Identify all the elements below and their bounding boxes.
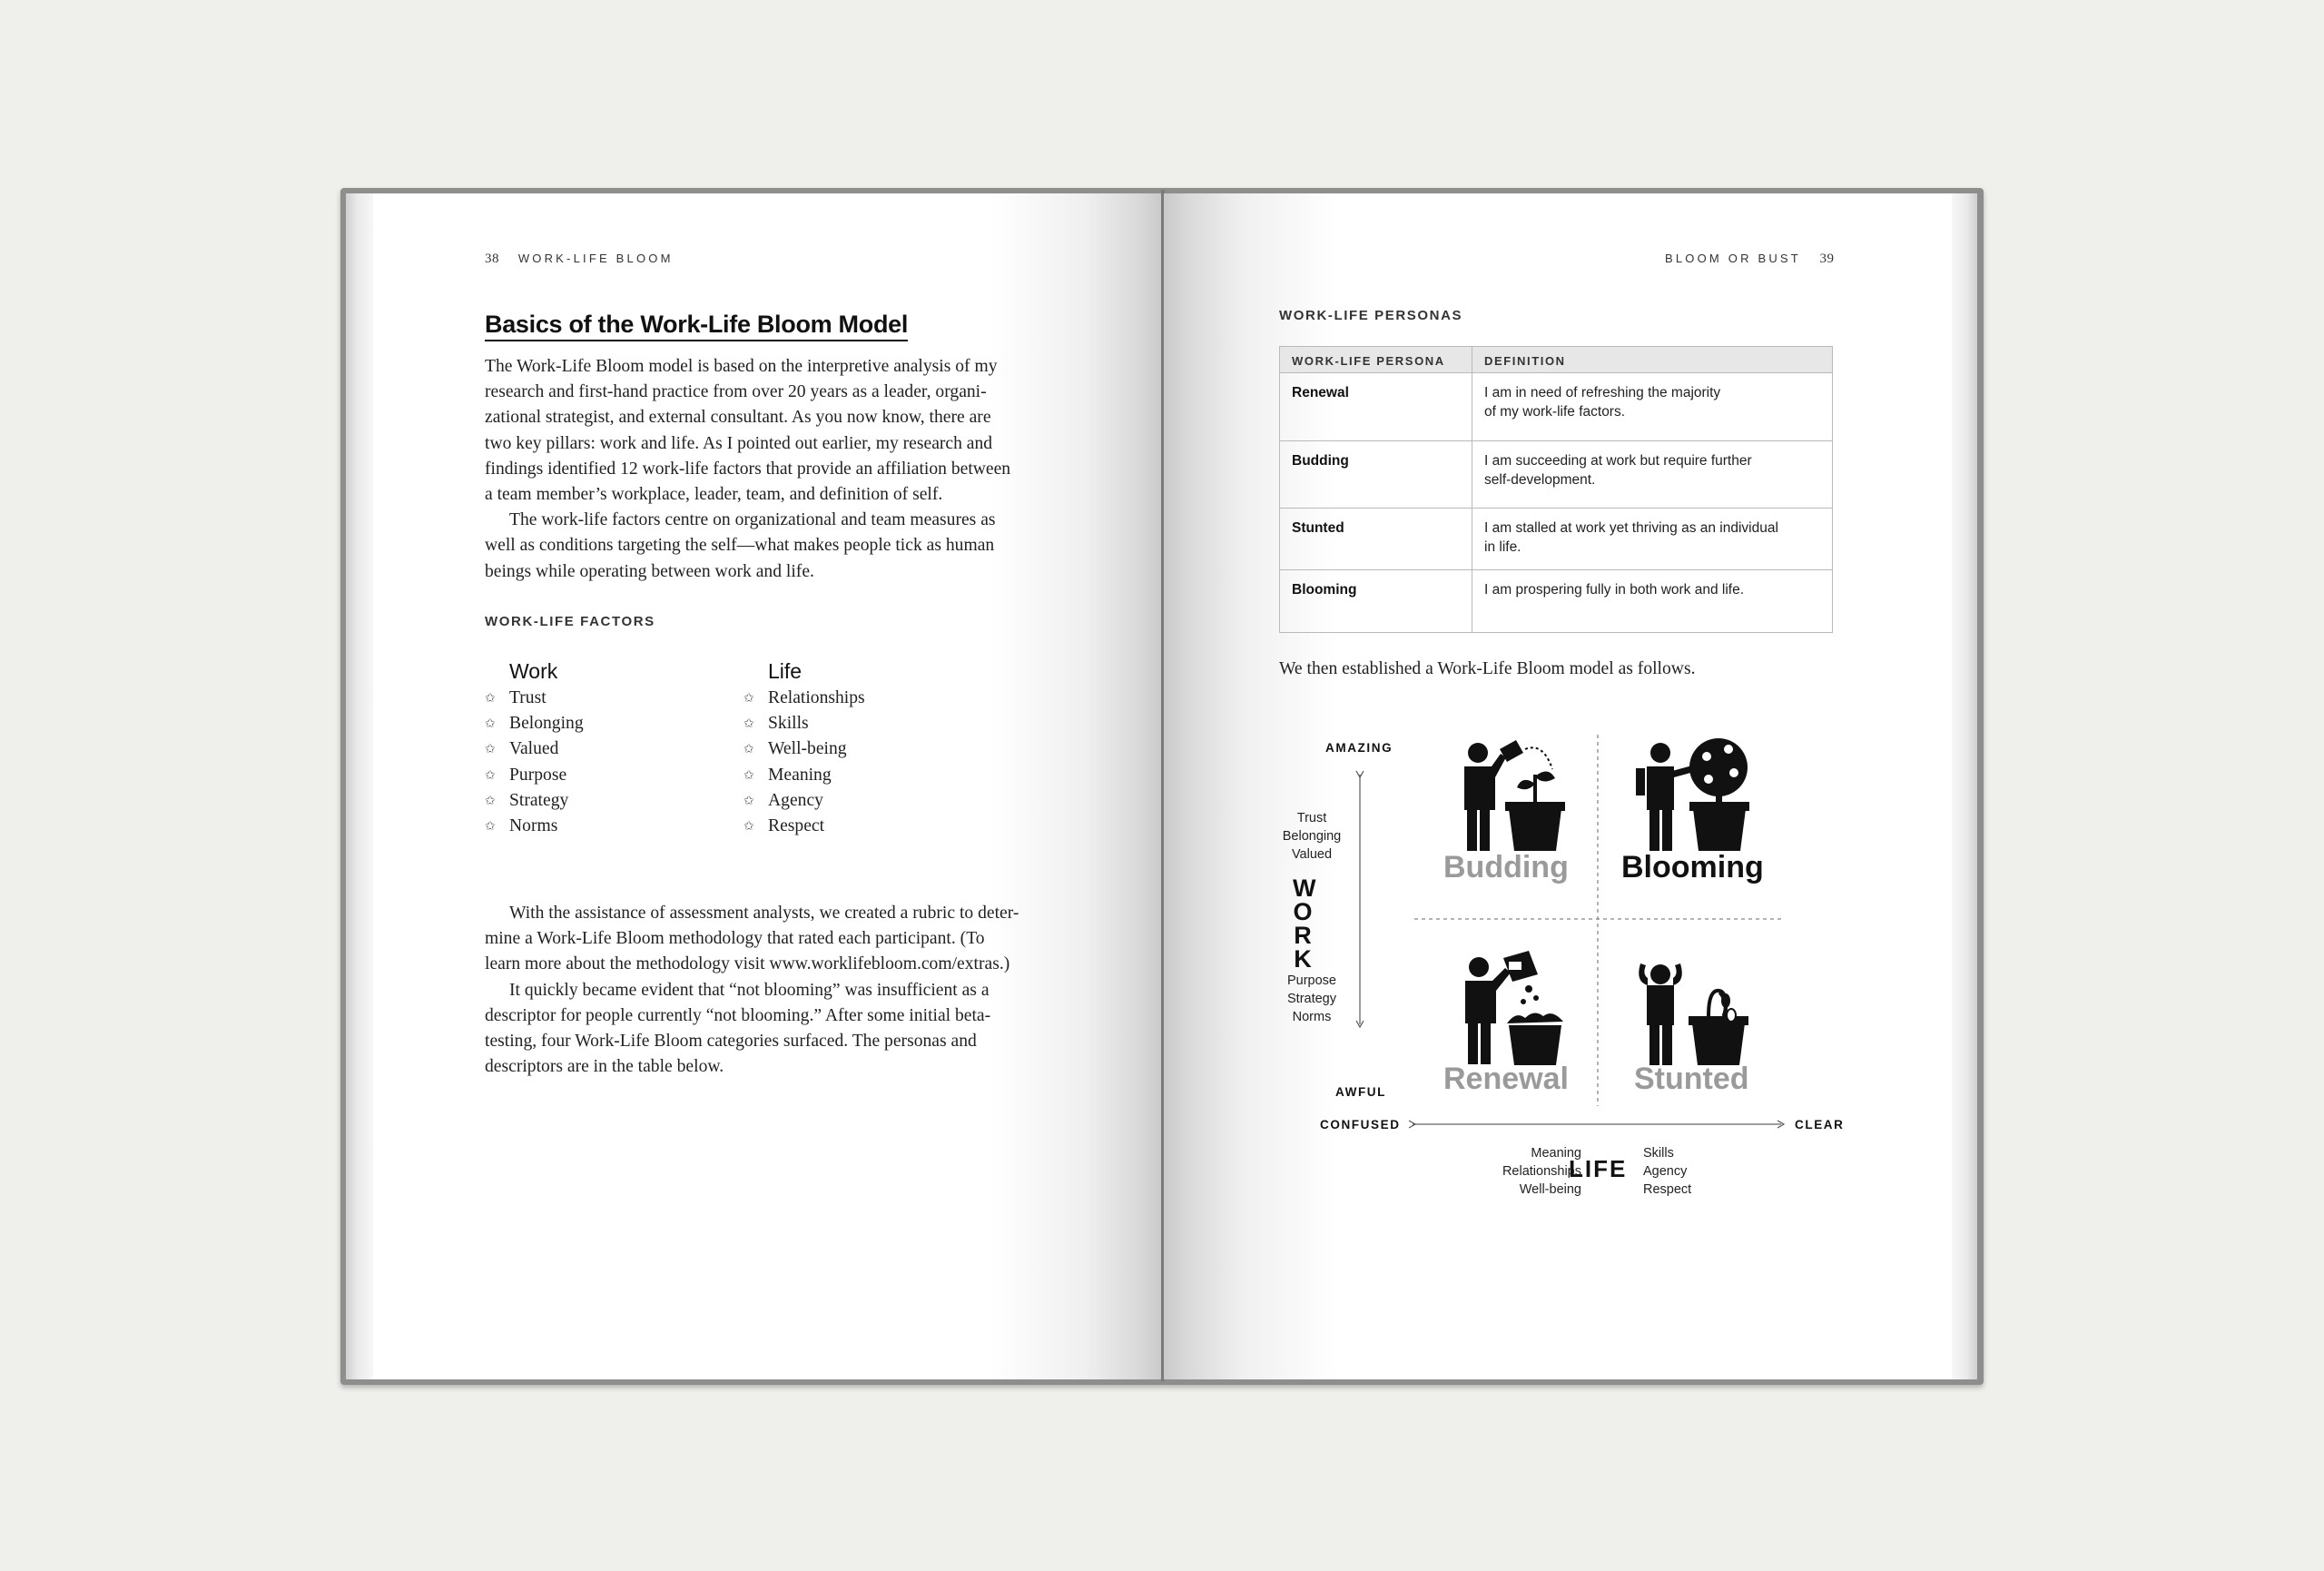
right-page: [1164, 193, 1952, 1379]
list-item: [485, 814, 584, 839]
work-top-factors: [1262, 809, 1362, 864]
paragraph-4: [485, 978, 1046, 1081]
list-item: [485, 736, 584, 762]
star-icon: ✩: [485, 819, 496, 835]
quadrant-label-budding: Budding: [1443, 850, 1569, 884]
list-item: [485, 686, 584, 711]
factor-label: Agency: [768, 790, 823, 810]
watering-plant-icon: [1464, 740, 1565, 851]
factor-label: Norms: [509, 816, 558, 836]
star-icon: ✩: [485, 767, 496, 783]
factor-label: Purpose: [509, 765, 567, 785]
life-column-title: Life: [768, 659, 803, 683]
persona-name: Stunted: [1280, 509, 1472, 570]
quadrant-label-stunted: Stunted: [1634, 1062, 1749, 1096]
persona-name: Renewal: [1280, 373, 1472, 441]
left-page: [373, 193, 1163, 1379]
text-line: a team member’s workplace, leader, team, and definition of self.: [485, 485, 943, 505]
page-edges-right: [1952, 193, 1977, 1379]
life-right-factors: [1643, 1144, 1752, 1199]
factor-label: Meaning: [1531, 1146, 1581, 1161]
factor-label: Relationships: [1502, 1164, 1581, 1179]
definition-line: of my work-life factors.: [1484, 404, 1626, 420]
factor-label: Respect: [1643, 1182, 1692, 1197]
factor-label: Well-being: [1519, 1182, 1581, 1197]
frustrated-person-icon: [1639, 963, 1748, 1065]
list-item: [485, 763, 584, 788]
factor-label: Belonging: [1282, 829, 1342, 844]
life-factors-list: [743, 659, 865, 839]
definition-line: I am prospering fully in both work and life.: [1484, 582, 1745, 598]
intro-paragraphs: [485, 354, 1046, 585]
list-item: [743, 814, 865, 839]
factor-label: Meaning: [768, 765, 832, 785]
life-axis-label: LIFE: [1569, 1155, 1628, 1182]
personas-heading: WORK-LIFE PERSONAS: [1279, 308, 1463, 323]
star-icon: ✩: [485, 691, 496, 706]
work-axis-text: WORK: [1293, 874, 1316, 973]
diagram-lines: [1164, 193, 1952, 1379]
definition-line: I am succeeding at work but require further: [1484, 453, 1752, 469]
left-running-head-title: WORK-LIFE BLOOM: [517, 252, 674, 265]
soil-pouring-icon: [1465, 951, 1563, 1065]
y-axis-bottom-label: AWFUL: [1335, 1085, 1386, 1099]
bloom-model-diagram: [1164, 193, 1952, 1379]
list-item: [743, 711, 865, 736]
quadrant-label-renewal: Renewal: [1443, 1062, 1569, 1096]
paragraph-2: [485, 508, 1046, 585]
work-factors-list: [485, 659, 584, 839]
work-axis-label: [1289, 876, 1316, 971]
model-intro: We then established a Work-Life Bloom model as follows.: [1279, 659, 1696, 678]
factor-label: Trust: [509, 688, 547, 707]
x-axis-left-label: CONFUSED: [1320, 1118, 1401, 1131]
table-header-persona: WORK-LIFE PERSONA: [1280, 347, 1472, 373]
star-icon: ✩: [485, 716, 496, 732]
list-item: [743, 763, 865, 788]
life-left-factors: [1463, 1144, 1581, 1199]
factor-label: Agency: [1643, 1164, 1688, 1179]
factor-label: Belonging: [509, 714, 584, 734]
list-item: [743, 686, 865, 711]
text-line: learn more about the methodology visit www.worklifebloom.com/extras.): [485, 954, 1010, 974]
factor-label: Skills: [768, 714, 809, 734]
paragraph-3: [485, 901, 1046, 978]
factor-label: Purpose: [1286, 973, 1336, 988]
persona-name: Budding: [1280, 441, 1472, 509]
star-icon: ✩: [743, 767, 754, 783]
factor-label: Strategy: [509, 790, 569, 810]
table-header-definition: DEFINITION: [1472, 347, 1833, 373]
text-line: findings identified 12 work-life factors that provide an affiliation between: [485, 459, 1011, 479]
tree-growth-icon: [1636, 738, 1749, 851]
section-title: Basics of the Work-Life Bloom Model: [485, 311, 908, 341]
star-icon: ✩: [485, 742, 496, 757]
text-line: descriptors are in the table below.: [485, 1057, 724, 1077]
paragraph-1: [485, 354, 1046, 508]
text-line: testing, four Work-Life Bloom categories surfaced. The personas and: [485, 1032, 977, 1052]
factor-label: Valued: [509, 739, 559, 759]
star-icon: ✩: [743, 793, 754, 808]
list-item: [743, 788, 865, 814]
text-line: descriptor for people currently “not blooming.” After some initial beta-: [485, 1005, 991, 1025]
list-item: [743, 736, 865, 762]
factor-label: Respect: [768, 816, 825, 836]
definition-line: in life.: [1484, 539, 1521, 555]
text-line: zational strategist, and external consultant. As you now know, there are: [485, 408, 991, 428]
factors-heading: WORK-LIFE FACTORS: [485, 614, 655, 629]
work-bottom-factors: [1262, 972, 1362, 1026]
factor-label: Relationships: [768, 688, 865, 707]
quadrant-label-blooming: Blooming: [1621, 850, 1764, 884]
factor-label: Strategy: [1287, 992, 1336, 1006]
star-icon: ✩: [743, 819, 754, 835]
factor-label: Valued: [1291, 847, 1333, 862]
factor-label: Skills: [1643, 1146, 1674, 1161]
factor-label: Well-being: [768, 739, 847, 759]
x-axis-right-label: CLEAR: [1795, 1118, 1845, 1131]
text-line: mine a Work-Life Bloom methodology that rated each participant. (To: [485, 929, 985, 949]
definition-line: self-development.: [1484, 472, 1596, 488]
star-icon: ✩: [743, 742, 754, 757]
list-item: [485, 711, 584, 736]
text-line: It quickly became evident that “not blooming” was insufficient as a: [509, 980, 990, 1000]
left-page-number: 38: [485, 252, 499, 266]
text-line: The work-life factors centre on organizational and team measures as: [509, 510, 996, 530]
star-icon: ✩: [743, 691, 754, 706]
text-line: beings while operating between work and life.: [485, 561, 814, 581]
right-running-head-title: BLOOM OR BUST: [1665, 252, 1801, 265]
y-axis-top-label: AMAZING: [1325, 741, 1393, 755]
text-line: research and first-hand practice from over 20 years as a leader, organi-: [485, 382, 987, 402]
text-line: With the assistance of assessment analysts, we created a rubric to deter-: [509, 904, 1019, 923]
right-page-number: 39: [1819, 252, 1835, 266]
star-icon: ✩: [485, 793, 496, 808]
closing-paragraphs: [485, 901, 1046, 1080]
text-line: The Work-Life Bloom model is based on the interpretive analysis of my: [485, 357, 998, 376]
factor-label: Norms: [1292, 1010, 1332, 1024]
page-edges-left: [346, 193, 373, 1379]
list-item: [485, 788, 584, 814]
factor-label: Trust: [1296, 811, 1327, 825]
left-running-head: [485, 252, 674, 267]
definition-line: I am in need of refreshing the majority: [1484, 385, 1721, 400]
persona-name: Blooming: [1280, 570, 1472, 633]
definition-line: I am stalled at work yet thriving as an individual: [1484, 520, 1778, 536]
work-column-title: Work: [509, 659, 558, 683]
star-icon: ✩: [743, 716, 754, 732]
text-line: well as conditions targeting the self—what makes people tick as human: [485, 536, 995, 556]
text-line: two key pillars: work and life. As I pointed out earlier, my research and: [485, 433, 993, 453]
